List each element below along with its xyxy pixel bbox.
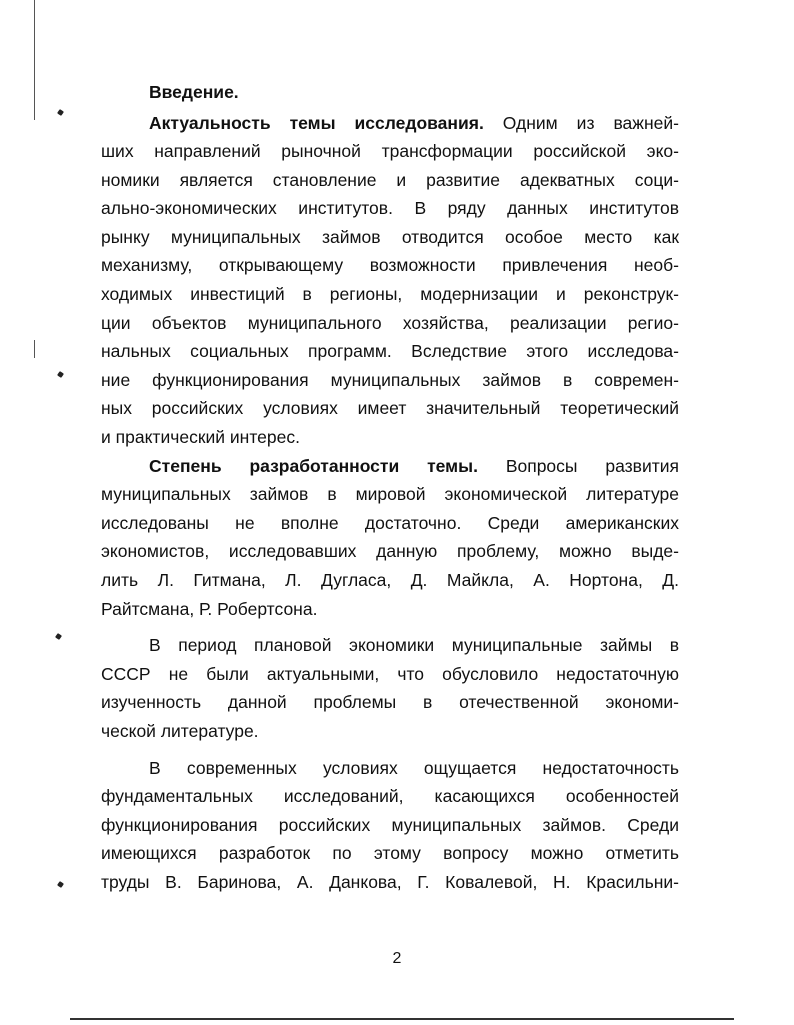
paragraph-line: Райтсмана, Р. Робертсона. [101, 598, 318, 619]
scan-artifact-dot [57, 109, 64, 116]
paragraph-line: ших направлений рыночной трансформации российской эко- [101, 141, 679, 162]
paragraph-line: В период плановой экономики муниципальные займы в [149, 635, 679, 656]
paragraph-line: В современных условиях ощущается недостаточность [149, 757, 679, 778]
page-number: 2 [392, 950, 402, 967]
paragraph-line: Степень разработанности темы. Вопросы развития [149, 455, 679, 476]
paragraph-line: муниципальных займов в мировой экономической литературе [101, 484, 679, 505]
paragraph-line: и практический интерес. [101, 427, 300, 448]
paragraph-line: экономистов, исследовавших данную проблему, можно выде- [101, 541, 679, 562]
paragraph-modern-conditions [101, 754, 679, 897]
scan-edge-mark [34, 0, 35, 120]
paragraph-line: ходимых инвестиций в регионы, модернизации и реконструк- [101, 284, 679, 305]
paragraph-line: функционирования российских муниципальных займов. Среди [101, 814, 679, 835]
paragraph-line: фундаментальных исследований, касающихся особенностей [101, 786, 679, 807]
paragraph-planned-economy [101, 631, 679, 745]
paragraph-line: ческой литературе. [101, 720, 259, 741]
paragraph-line: рынку муниципальных займов отводится особое место как [101, 226, 679, 247]
paragraph-lead: Степень разработанности темы. [149, 455, 478, 476]
page-bottom-edge [70, 1018, 734, 1020]
document-page [101, 78, 679, 897]
paragraph-line: исследованы не вполне достаточно. Среди американских [101, 512, 679, 533]
paragraph-line: ние функционирования муниципальных займов в современ- [101, 369, 679, 390]
paragraph-line: ции объектов муниципального хозяйства, реализации регио- [101, 312, 679, 333]
paragraph-relevance [101, 109, 679, 452]
paragraph-line: СССР не были актуальными, что обусловило недостаточную [101, 663, 679, 684]
paragraph-line: лить Л. Гитмана, Л. Дугласа, Д. Майкла, А. Нортона, Д. [101, 570, 679, 590]
paragraph-line: труды В. Баринова, А. Данкова, Г. Ковалевой, Н. Красильни- [101, 871, 679, 892]
paragraph-lead: Актуальность темы исследования. [149, 112, 484, 133]
scan-artifact-dot [55, 633, 62, 640]
paragraph-line: ально-экономических институтов. В ряду данных институтов [101, 198, 679, 219]
section-heading: Введение. [149, 82, 239, 102]
paragraph-elaboration [101, 452, 679, 624]
scan-artifact-dot [57, 881, 64, 888]
paragraph-line: имеющихся разработок по этому вопросу можно отметить [101, 843, 679, 864]
paragraph-line: механизму, открывающему возможности привлечения необ- [101, 255, 679, 276]
paragraph-line: номики является становление и развитие адекватных соци- [101, 169, 679, 190]
paragraph-line: Актуальность темы исследования. Одним из важней- [149, 112, 680, 133]
paragraph-line: изученность данной проблемы в отечественной экономи- [101, 692, 679, 713]
scan-edge-mark [34, 340, 35, 358]
scan-artifact-dot [57, 371, 64, 378]
paragraph-line: ных российских условиях имеет значительный теоретический [101, 398, 679, 419]
paragraph-line: нальных социальных программ. Вследствие этого исследова- [101, 341, 679, 362]
